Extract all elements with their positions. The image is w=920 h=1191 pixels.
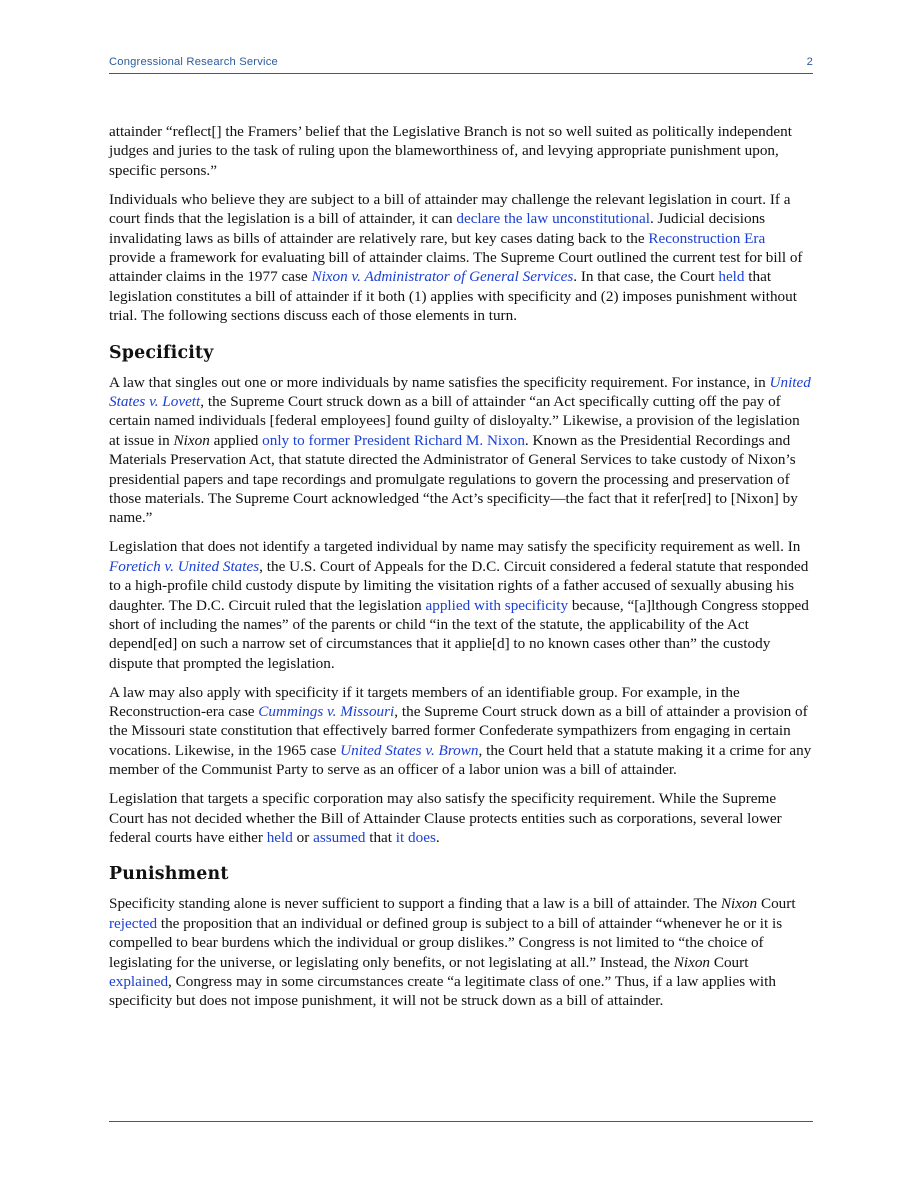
text: Legislation that targets a specific corporation may also satisfy the specificity requirement. While the Supreme Court has not decided whether the Bill of Attainder Clause protects entities such as corporations, several lower federal courts have either [109, 790, 782, 846]
header-org-name: Congressional Research Service [109, 56, 278, 68]
footer-rule [109, 1121, 813, 1122]
text: , the Supreme Court struck down as a bill of attainder a provision of the Missouri state constitution that effectively barred former Confederate sympathizers from engaging in certain vocations. Likewise, in the 1965 case [109, 703, 808, 759]
link-cummings-case[interactable]: Cummings v. Missouri [258, 703, 395, 721]
paragraph-intro-continuation [109, 122, 814, 180]
text: Legislation that does not identify a targeted individual by name may satisfy the specificity requirement as well. In [109, 538, 801, 556]
text: because, “[a]lthough Congress stopped short of including the names” of the parents or child “in the text of the statute, the applicability of the Act depend[ed] on such a narrow set of circumstances that it applie[d] to no known cases other than” the custody dispute that prompted the legislation. [109, 596, 809, 672]
text: A law that singles out one or more individuals by name satisfies the specificity requirement. For instance, in [109, 373, 770, 391]
text: Court [710, 953, 749, 971]
link-applied-with-specificity[interactable]: applied with specificity [425, 596, 569, 614]
text: attainder “reflect[] the Framers’ belief that the Legislative Branch is not so well suited as politically independent judges and juries to the task of ruling upon the blameworthiness of, and levying appropriate punishment upon, specific persons.” [109, 123, 792, 179]
text: . Known as the Presidential Recordings and Materials Preservation Act, that statute directed the Administrator of General Services to take custody of Nixon’s presidential papers and tape recordings and promulgate regulations to govern the processing and preservation of those materials. The Supreme Court acknowledged “the Act’s specificity—the fact that it refer[red] to [Nixon] by name.” [109, 431, 798, 527]
text: provide a framework for evaluating bill of attainder claims. The Supreme Court outlined the current test for bill of attainder claims in the 1977 case [109, 248, 803, 286]
paragraph-specificity-by-name [109, 373, 814, 528]
link-foretich-case[interactable]: Foretich v. United States [109, 557, 260, 575]
text: . In that case, the Court [573, 268, 719, 286]
text: Court [757, 895, 796, 913]
text: applied [209, 431, 263, 449]
link-rejected[interactable]: rejected [109, 914, 158, 932]
paragraph-specificity-without-name [109, 537, 814, 673]
link-it-does[interactable]: it does [395, 829, 436, 846]
header-page-number: 2 [806, 56, 813, 68]
text: or [292, 829, 314, 846]
paragraph-punishment [109, 894, 814, 1010]
text: that legislation constitutes a bill of attainder if it both (1) applies with specificity and (2) imposes punishment without trial. The following sections discuss each of those elements in turn. [109, 268, 797, 325]
paragraph-specificity-group [109, 683, 814, 780]
header-rule [109, 73, 813, 74]
paragraph-specificity-corporation [109, 789, 814, 847]
link-nixon-case[interactable]: Nixon v. Administrator of General Services [311, 268, 574, 286]
text: , the Court held that a statute making it a crime for any member of the Communist Party to serve as an officer of a labor union was a bill of attainder. [109, 741, 812, 779]
link-assumed[interactable]: assumed [313, 829, 366, 846]
document-body [109, 122, 814, 1020]
link-only-nixon[interactable]: only to former President Richard M. Nixon [262, 431, 525, 449]
text: , the Supreme Court struck down as a bill of attainder “an Act specifically cutting off the pay of certain named individuals [federal employees] found guilty of disloyalty.” Likewise, a provision of the legislation at issue in [109, 392, 800, 449]
text: Individuals who believe they are subject to a bill of attainder may challenge the relevant legislation in court. If a court finds that the legislation is a bill of attainder, it can [109, 190, 791, 228]
link-held-corporation[interactable]: held [266, 829, 293, 846]
italic-nixon: Nixon [673, 953, 711, 971]
text: Specificity standing alone is never sufficient to support a finding that a law is a bill of attainder. The [109, 895, 721, 913]
italic-nixon: Nixon [173, 431, 210, 449]
text: A law may also apply with specificity if it targets members of an identifiable group. For example, in the Reconstruction-era case [109, 683, 740, 721]
link-brown-case[interactable]: United States v. Brown [340, 741, 479, 759]
link-held[interactable]: held [718, 268, 745, 286]
text: , Congress may in some circumstances create “a legitimate class of one.” Thus, if a law applies with specificity but does not impose punishment, it will not be struck down as a bill of attainder. [109, 973, 776, 1010]
heading-specificity: Specificity [109, 342, 214, 363]
text: , the U.S. Court of Appeals for the D.C. Circuit considered a federal statute that responded to a high-profile child custody dispute by limiting the visitation rights of a father accused of sexually abusing his daughter. The D.C. Circuit ruled that the legislation [109, 557, 809, 614]
text: . Judicial decisions invalidating laws as bills of attainder are relatively rare, but key cases dating back to the [109, 210, 766, 247]
text: that [365, 829, 396, 846]
page-header [109, 56, 813, 72]
italic-nixon: Nixon [720, 895, 758, 913]
link-reconstruction-era[interactable]: Reconstruction Era [648, 229, 766, 247]
heading-punishment: Punishment [109, 864, 229, 885]
link-explained[interactable]: explained [109, 973, 169, 991]
text: the proposition that an individual or defined group is subject to a bill of attainder “whenever he or it is compelled to bear burdens which the individual or group dislikes.” Congress is not limited to “the choice of legislating for the universe, or legislating only benefits, or not legislating at all.” Instead, the [109, 914, 783, 971]
link-declare-unconstitutional[interactable]: declare the law unconstitutional [456, 210, 650, 228]
link-lovett-case[interactable]: United States v. Lovett [109, 373, 811, 410]
paragraph-challenge [109, 190, 814, 326]
text: . [435, 829, 440, 846]
